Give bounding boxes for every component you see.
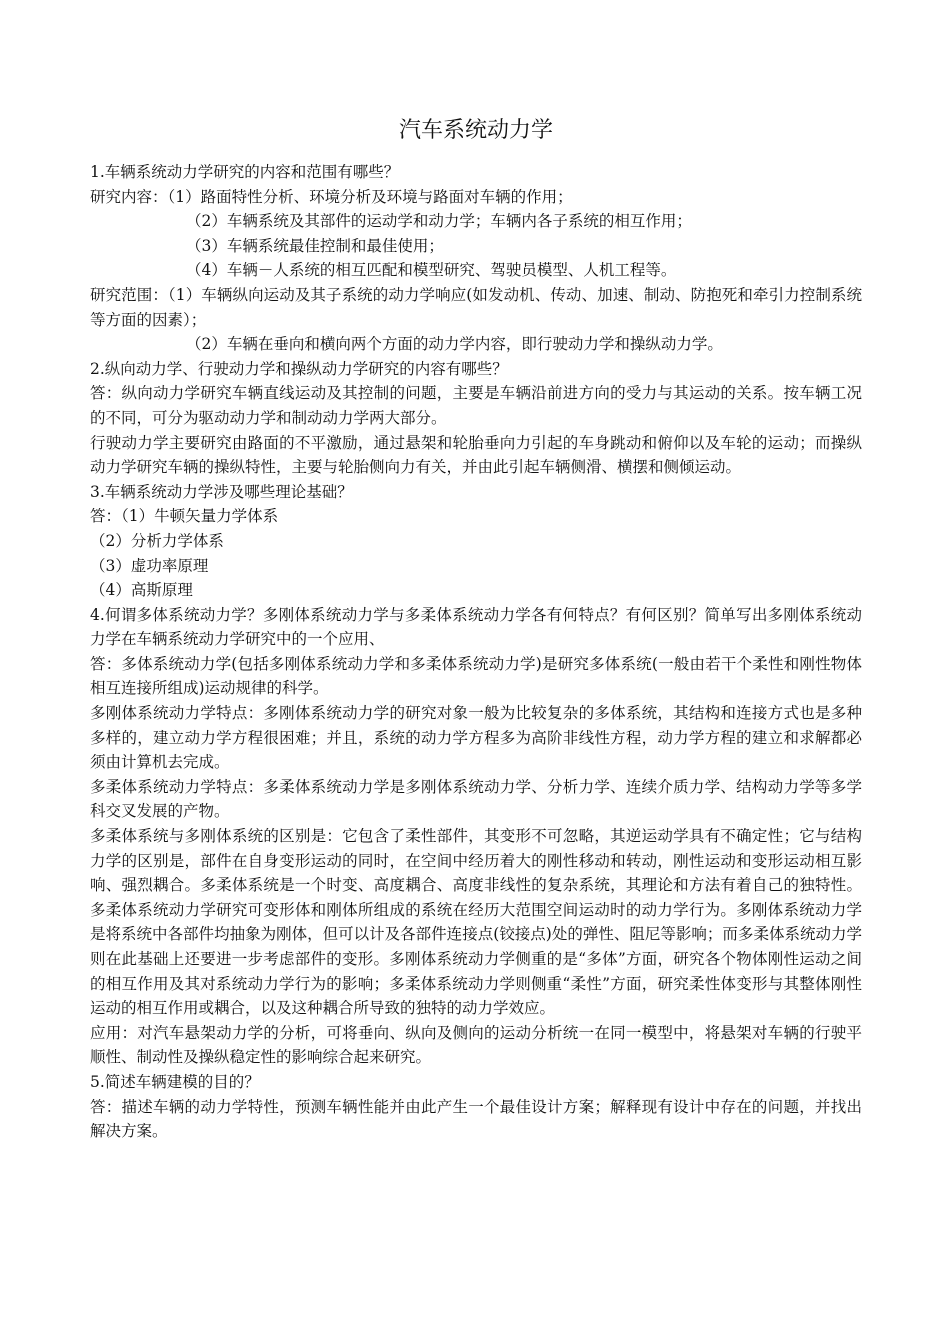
scope-item-1: 研究范围：（1）车辆纵向运动及其子系统的动力学响应(如发动机、传动、加速、制动、防抱死和牵引力控制系统等方面的因素）； xyxy=(90,285,862,329)
content-item-2: （2）车辆系统及其部件的运动学和动力学；车辆内各子系统的相互作用； xyxy=(186,212,692,231)
answer-5: 答：描述车辆的动力学特性，预测车辆性能并由此产生一个最佳设计方案；解释现有设计中存在的问题，并找出解决方案。 xyxy=(90,1097,862,1141)
answer-4-rigid: 多刚体系统动力学特点：多刚体系统动力学的研究对象一般为比较复杂的多体系统，其结构和连接方式也是多种多样的，建立动力学方程很困难；并且，系统的动力学方程多为高阶非线性方程，动力学方程的建立和求解都必须由计算机去完成。 xyxy=(90,704,862,772)
page-title: 汽车系统动力学 xyxy=(398,118,553,143)
answer-3-item-2: （2）分析力学体系 xyxy=(90,531,224,550)
answer-4-difference: 多柔体系统与多刚体系统的区别是：它包含了柔性部件，其变形不可忽略，其逆运动学具有不确定性；它与结构力学的区别是，部件在自身变形运动的同时，在空间中经历着大的刚性移动和转动，刚性运动和变形运动相互影响、强烈耦合。多柔体系统是一个时变、高度耦合、高度非线性的复杂系统，其理论和方法有着自己的独特性。多柔体系统动力学研究可变形体和刚体所组成的系统在经历大范围空间运动时的动力学行为。多刚体系统动力学是将系统中各部件均抽象为刚体，但可以计及各部件连接点(铰接点)处的弹性、阻尼等影响；而多柔体系统动力学则在此基础上还要进一步考虑部件的变形。多刚体系统动力学侧重的是“多体”方面，研究各个物体刚性运动之间的相互作用及其对系统动力学行为的影响；多柔体系统动力学则侧重“柔性”方面，研究柔性体变形与其整体刚性运动的相互作用或耦合，以及这种耦合所导致的独特的动力学效应。 xyxy=(90,827,862,1018)
content-item-4: （4）车辆－人系统的相互匹配和模型研究、驾驶员模型、人机工程等。 xyxy=(186,261,677,280)
document-page xyxy=(90,116,862,1144)
answer-3-item-1: 答：（1）牛顿矢量力学体系 xyxy=(90,507,279,526)
question-4: 4.何谓多体系统动力学？多刚体系统动力学与多柔体系统动力学各有何特点？有何区别？简单写出多刚体系统动力学在车辆系统动力学研究中的一个应用、 xyxy=(90,605,862,649)
content-item-3: （3）车辆系统最佳控制和最佳使用； xyxy=(186,236,444,255)
question-1: 1.车辆系统动力学研究的内容和范围有哪些？ xyxy=(90,163,400,181)
question-3: 3.车辆系统动力学涉及哪些理论基础？ xyxy=(90,482,353,501)
answer-4-flexible: 多柔体系统动力学特点：多柔体系统动力学是多刚体系统动力学、分析力学、连续介质力学、结构动力学等多学科交叉发展的产物。 xyxy=(90,777,862,821)
answer-4-application: 应用：对汽车悬架动力学的分析，可将垂向、纵向及侧向的运动分析统一在同一模型中，将悬架对车辆的行驶平顺性、制动性及操纵稳定性的影响综合起来研究。 xyxy=(90,1023,862,1067)
content-item-1: 研究内容：（1）路面特性分析、环境分析及环境与路面对车辆的作用； xyxy=(90,187,573,206)
answer-2b: 行驶动力学主要研究由路面的不平激励，通过悬架和轮胎垂向力引起的车身跳动和俯仰以及车轮的运动；而操纵动力学研究车辆的操纵特性，主要与轮胎侧向力有关，并由此引起车辆侧滑、横摆和侧倾运动。 xyxy=(90,433,862,477)
answer-2a: 答：纵向动力学研究车辆直线运动及其控制的问题，主要是车辆沿前进方向的受力与其运动的关系。按车辆工况的不同，可分为驱动动力学和制动动力学两大部分。 xyxy=(90,384,862,427)
answer-3-item-4: （4）高斯原理 xyxy=(90,581,193,600)
answer-4-definition: 答：多体系统动力学(包括多刚体系统动力学和多柔体系统动力学)是研究多体系统(一般由若干个柔性和刚性物体相互连接所组成)运动规律的科学。 xyxy=(90,654,862,698)
document-body xyxy=(90,160,862,1144)
scope-item-2: （2）车辆在垂向和横向两个方面的动力学内容，即行驶动力学和操纵动力学。 xyxy=(186,335,723,354)
question-5: 5.简述车辆建模的目的？ xyxy=(90,1072,260,1091)
answer-3-item-3: （3）虚功率原理 xyxy=(90,556,209,575)
question-2: 2.纵向动力学、行驶动力学和操纵动力学研究的内容有哪些？ xyxy=(90,359,508,378)
